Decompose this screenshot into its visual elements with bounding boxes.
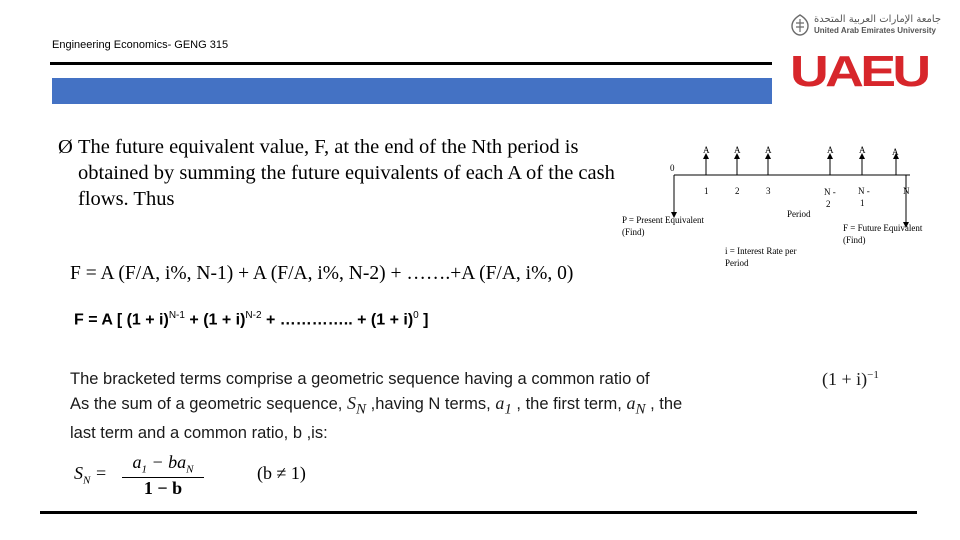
present-label-line-2: (Find) xyxy=(622,227,645,237)
period-label-n-2-bottom: 2 xyxy=(826,199,831,209)
period-label-n: N xyxy=(903,186,910,196)
period-label-n-1-bottom: 1 xyxy=(860,198,865,208)
sum-denominator: 1 − b xyxy=(143,477,183,498)
uaeu-wordmark: UAEU xyxy=(790,47,928,96)
a-label-1: A xyxy=(703,145,710,155)
period-label-n-1-top: N - xyxy=(858,186,870,196)
present-label-line-1: P = Present Equivalent xyxy=(622,215,704,225)
paragraph-line-1: The bracketed terms comprise a geometric sequence having a common ratio of $(1 + i)^{-1}$ xyxy=(70,368,682,392)
paragraph-line-3: last term and a common ratio, b ,is: xyxy=(70,423,328,442)
future-label-line-2: (Find) xyxy=(843,235,866,245)
footer-rule xyxy=(40,511,917,514)
university-english-name: United Arab Emirates University xyxy=(814,26,936,35)
cash-flow-diagram xyxy=(610,130,945,275)
period-label-2: 2 xyxy=(735,186,740,196)
sum-numerator: $a_1 - ba_N$ xyxy=(122,452,204,478)
geometric-sequence-paragraph xyxy=(70,368,879,445)
period-label-1: 1 xyxy=(704,186,709,196)
header-rule xyxy=(50,62,772,65)
common-ratio: $(1 + i)^{-1}$ xyxy=(822,369,879,389)
a-label-2: A xyxy=(734,145,741,155)
university-logo xyxy=(790,14,940,100)
period-zero-label: 0 xyxy=(670,163,675,173)
interest-label-line-1: i = Interest Rate per xyxy=(725,246,797,256)
header-blue-bar xyxy=(52,78,772,104)
period-label-3: 3 xyxy=(766,186,771,196)
interest-label-line-2: Period xyxy=(725,258,749,268)
formula-bracketed: F = A [ $(1 + i)^{N-1} + (1 + i)^{N-2}$ + ………….. + $(1 + i)^0$ ] xyxy=(74,310,429,329)
a-label-n-1: A xyxy=(859,145,866,155)
university-arabic-name: جامعة الإمارات العربية المتحدة xyxy=(814,14,942,25)
a-label-3: A xyxy=(765,145,772,155)
paragraph-line-2: As the sum of a geometric sequence, $S_N$ ,having N terms, $a_1$ , the first term, $a_N$ , the xyxy=(70,392,683,418)
sum-fraction xyxy=(122,452,204,499)
university-crest-icon xyxy=(790,14,810,36)
course-title: Engineering Economics- GENG 315 xyxy=(52,39,229,51)
bullet-arrow-icon: Ø xyxy=(58,136,73,158)
axis-period-label: Period xyxy=(787,209,811,219)
sum-condition: (b ≠ 1) xyxy=(257,463,306,483)
a-label-n-2: A xyxy=(827,145,834,155)
formula-expanded: F = A (F/A, i%, N-1) + A (F/A, i%, N-2) + …….+A (F/A, i%, 0) xyxy=(70,263,574,284)
sum-lhs: $S_N$ = xyxy=(74,463,107,487)
bullet-text: The future equivalent value, F, at the end of the Nth period is obtained by summing the future equivalents of each A of the cash flows. Thus xyxy=(78,136,615,210)
bullet-point xyxy=(58,134,618,212)
future-label-line-1: F = Future Equivalent xyxy=(843,223,923,233)
period-label-n-2-top: N - xyxy=(824,187,836,197)
a-label-n: A xyxy=(892,147,899,157)
